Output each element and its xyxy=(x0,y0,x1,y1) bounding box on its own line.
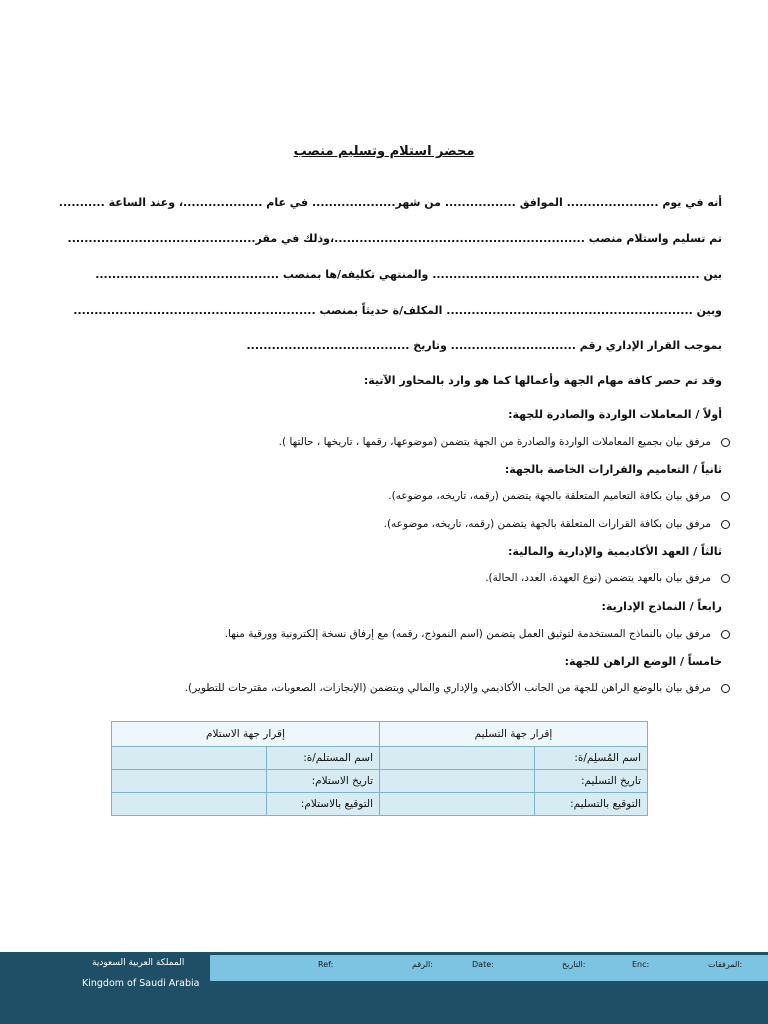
delivery-signature-label: التوقيع بالتسليم: xyxy=(535,793,648,816)
enc-label: Enc: xyxy=(632,960,650,969)
page-title xyxy=(0,140,768,159)
attachments-label: المرفقات: xyxy=(708,960,743,969)
section-heading-4: رابعاً / النماذج الإدارية: xyxy=(601,600,722,613)
date-en-label: Date: xyxy=(472,960,494,969)
delivery-date-field[interactable] xyxy=(380,770,535,793)
intro-line-position: تم تسليم واستلام منصب ............................................................،وذلك في مقر............................................. xyxy=(67,232,722,245)
receiver-name-field[interactable] xyxy=(112,747,267,770)
list-item: مرفق بيان بجميع المعاملات الواردة والصادرة من الجهة يتضمن (موضوعها، رقمها ، تاريخها ، حالتها ). xyxy=(90,436,730,448)
table-row xyxy=(112,747,648,770)
deliverer-name-label: اسم المُسلِم/ة: xyxy=(535,747,648,770)
receipt-signature-label: التوقيع بالاستلام: xyxy=(267,793,380,816)
intro-line-summary: وقد تم حصر كافة مهام الجهة وأعمالها كما هو وارد بالمحاور الآتية: xyxy=(363,374,722,387)
intro-line-date: أنه في يوم ...................... الموافق ................. من شهر.................... في عام ...................، وعند الساعة ........... xyxy=(58,196,722,209)
delivery-date-label: تاريخ التسليم: xyxy=(535,770,648,793)
section-heading-1: أولاً / المعاملات الواردة والصادرة للجهة: xyxy=(508,408,722,421)
receiver-name-label: اسم المستلم/ة: xyxy=(267,747,380,770)
bullet-icon xyxy=(721,520,730,529)
intro-line-decision: بموجب القرار الإداري رقم .............................. وتاريخ ....................................... xyxy=(246,339,722,352)
kingdom-name-ar: المملكة العربية السعودية xyxy=(92,958,185,968)
intro-line-incoming: وبين ........................................................... المكلف/ة حديثاً بمنصب .......................................................... xyxy=(73,304,722,317)
receipt-header: إقرار جهة الاستلام xyxy=(112,722,380,747)
ref-label: Ref: xyxy=(318,960,334,969)
section-heading-3: ثالثاً / العهد الأكاديمية والإدارية والمالية: xyxy=(508,545,722,558)
section-heading-2: ثانياً / التعاميم والقرارات الخاصة بالجهة: xyxy=(504,463,722,476)
list-item: مرفق بيان بالنماذج المستخدمة لتوثيق العمل يتضمن (اسم النموذج، رقمه) مع إرفاق نسخة إلكترونية وورقية منها. xyxy=(90,628,730,640)
list-item: مرفق بيان بكافة التعاميم المتعلقة بالجهة يتضمن (رقمه، تاريخه، موضوعه). xyxy=(90,490,730,502)
intro-line-outgoing: بين ................................................................ والمنتهي تكليفه/ها بمنصب ............................................ xyxy=(95,268,722,281)
deliverer-name-field[interactable] xyxy=(380,747,535,770)
list-item: مرفق بيان بالوضع الراهن للجهة من الجانب الأكاديمي والإداري والمالي ويتضمن (الإنجازات، الصعوبات، مقترحات للتطوير). xyxy=(90,682,730,694)
receipt-date-field[interactable] xyxy=(112,770,267,793)
title-text: محضر استلام وتسليم منصب xyxy=(293,144,475,159)
receipt-signature-field[interactable] xyxy=(112,793,267,816)
bullet-icon xyxy=(721,684,730,693)
date-ar-label: التاريخ: xyxy=(562,960,586,969)
section-heading-5: خامساً / الوضع الراهن للجهة: xyxy=(564,655,722,668)
delivery-signature-field[interactable] xyxy=(380,793,535,816)
number-label: الرقم: xyxy=(412,960,433,969)
bullet-icon xyxy=(721,438,730,447)
bullet-icon xyxy=(721,574,730,583)
list-item: مرفق بيان بالعهد يتضمن (نوع العهدة، العدد، الحالة). xyxy=(90,572,730,584)
table-row xyxy=(112,770,648,793)
bullet-icon xyxy=(721,492,730,501)
list-item: مرفق بيان بكافة القرارات المتعلقة بالجهة يتضمن (رقمه، تاريخه، موضوعه). xyxy=(90,518,730,530)
acknowledgment-table xyxy=(111,721,648,816)
table-row xyxy=(112,793,648,816)
bullet-icon xyxy=(721,630,730,639)
kingdom-name-en: Kingdom of Saudi Arabia xyxy=(82,978,200,989)
delivery-header: إقرار جهة التسليم xyxy=(380,722,648,747)
receipt-date-label: تاريخ الاستلام: xyxy=(267,770,380,793)
